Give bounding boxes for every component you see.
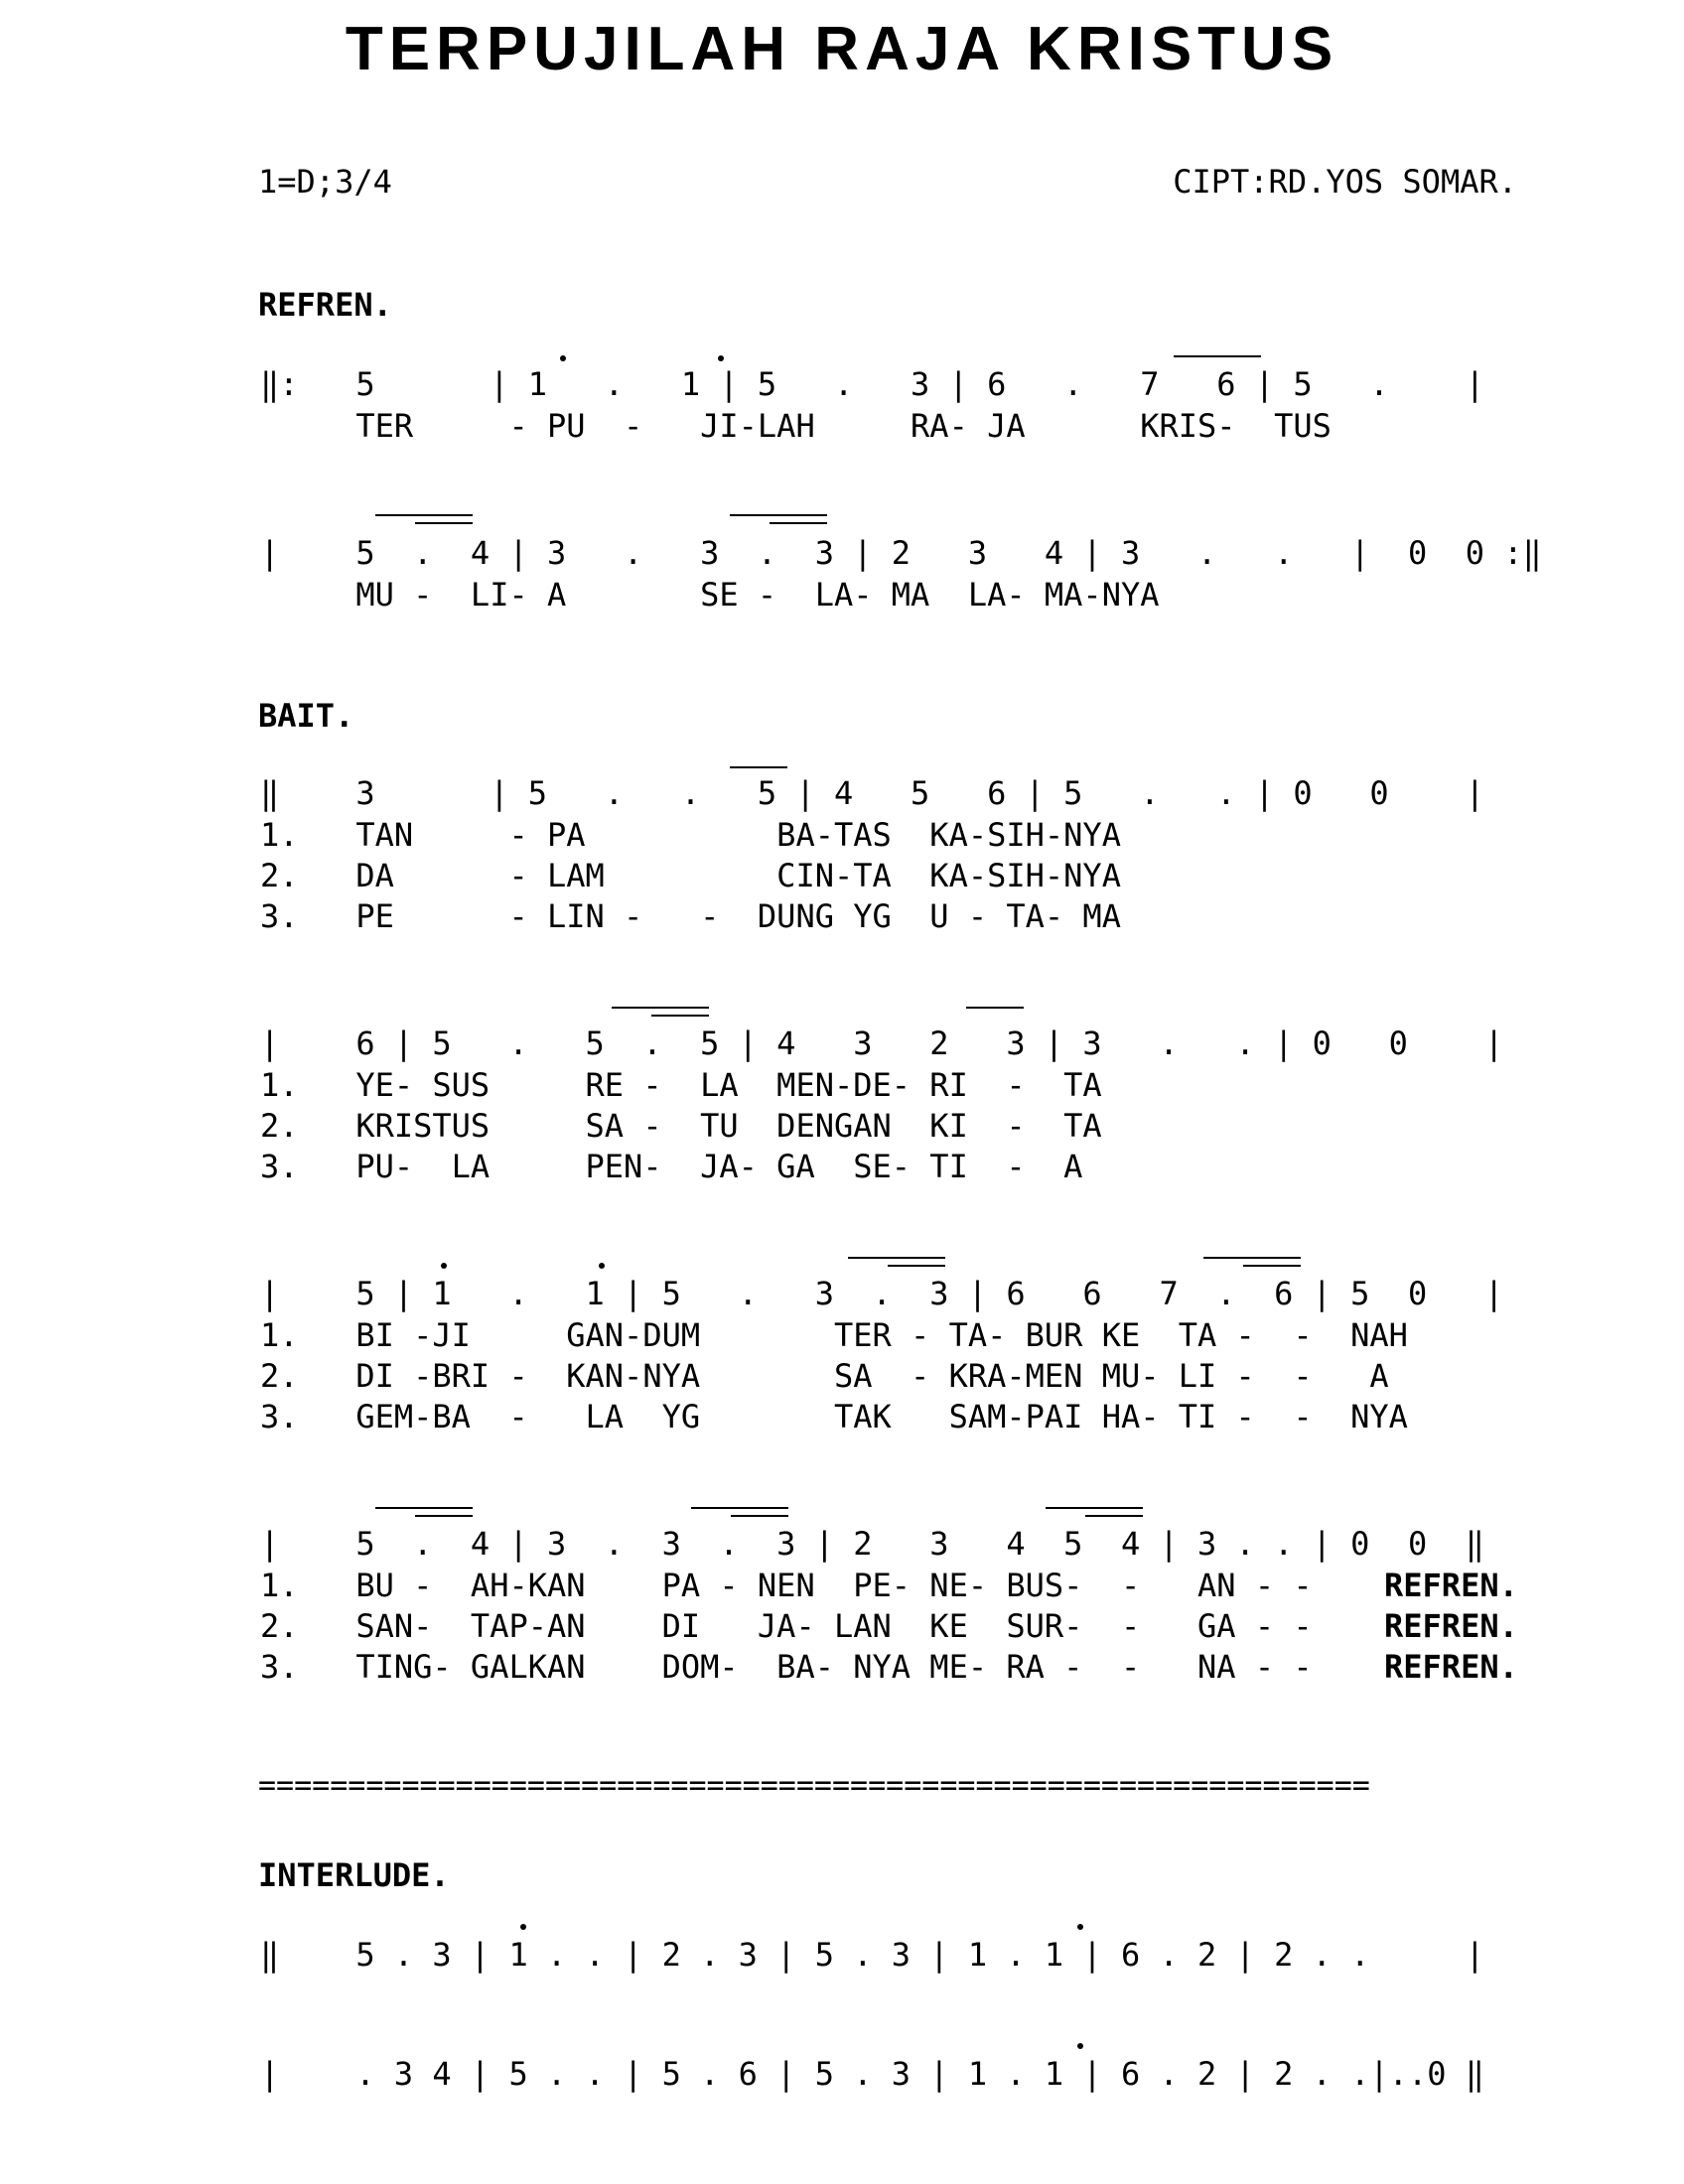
bait-verse1-line3: 1. BI -JI GAN-DUM TER - TA- BUR KE TA - - NAH xyxy=(260,1316,1408,1354)
interlude-line-1: ‖ 5 . 3 | 1 . . | 2 . 3 | 5 . 3 | 1 . 1 | 6 . 2 | 2 . . | xyxy=(260,1936,1484,1974)
bait-verse2-line1: 2. DA - LAM CIN-TA KA-SIH-NYA xyxy=(260,857,1121,894)
bait-verse1-line2: 1. YE- SUS RE - LA MEN-DE- RI - TA xyxy=(260,1066,1102,1104)
bait-verse1-line1: 1. TAN - PA BA-TAS KA-SIH-NYA xyxy=(260,816,1121,854)
refren-lyrics-1: TER - PU - JI-LAH RA- JA KRIS- TUS xyxy=(260,407,1332,445)
refren-tag: REFREN. xyxy=(1384,1648,1518,1686)
bait-notes-4: | 5 . 4 | 3 . 3 . 3 | 2 3 4 5 4 | 3 . . | 0 0 ‖ xyxy=(260,1525,1484,1563)
bait-verse3-line3: 3. GEM-BA - LA YG TAK SAM-PAI HA- TI - - NYA xyxy=(260,1398,1408,1435)
separator-line: ============================================================== xyxy=(258,1768,1370,1803)
bait-verse1-line4: 1. BU - AH-KAN PA - NEN PE- NE- BUS- - AN - - xyxy=(260,1567,1332,1604)
song-title: TERPUJILAH RAJA KRISTUS xyxy=(345,15,1339,83)
beam-mark xyxy=(612,1007,709,1009)
beam-mark xyxy=(731,1515,788,1517)
refren-notes-2: | 5 . 4 | 3 . 3 . 3 | 2 3 4 | 3 . . | 0 0 :‖ xyxy=(260,534,1542,572)
beam-mark xyxy=(770,522,827,524)
slur-mark xyxy=(966,1007,1024,1009)
refren-tag: REFREN. xyxy=(1384,1607,1518,1645)
bait-verse3-line4: 3. TING- GALKAN DOM- BA- NYA ME- RA - - NA - - xyxy=(260,1648,1332,1686)
bait-heading: BAIT. xyxy=(258,697,354,735)
octave-dot xyxy=(599,1263,605,1269)
beam-mark xyxy=(888,1265,945,1267)
interlude-heading: INTERLUDE. xyxy=(258,1856,450,1894)
beam-mark xyxy=(1243,1265,1301,1267)
octave-dot xyxy=(520,1924,526,1930)
octave-dot xyxy=(718,355,724,361)
bait-verse2-line3: 2. DI -BRI - KAN-NYA SA - KRA-MEN MU- LI - - A xyxy=(260,1357,1389,1395)
beam-mark xyxy=(375,514,473,516)
beam-mark xyxy=(415,1515,473,1517)
bait-notes-2: | 6 | 5 . 5 . 5 | 4 3 2 3 | 3 . . | 0 0 | xyxy=(260,1024,1504,1062)
refren-notes-1: ‖: 5 | 1 . 1 | 5 . 3 | 6 . 7 6 | 5 . | xyxy=(260,365,1484,403)
composer-credit: CIPT:RD.YOS SOMAR. xyxy=(1173,163,1517,201)
octave-dot xyxy=(1077,1924,1083,1930)
slur-mark xyxy=(730,766,787,768)
key-signature: 1=D;3/4 xyxy=(258,163,392,201)
beam-mark xyxy=(730,514,827,516)
beam-mark xyxy=(375,1507,473,1509)
beam-mark xyxy=(1085,1515,1143,1517)
beam-mark xyxy=(651,1015,709,1017)
beam-mark xyxy=(691,1507,788,1509)
bait-verse3-line2: 3. PU- LA PEN- JA- GA SE- TI - A xyxy=(260,1148,1083,1185)
beam-mark xyxy=(848,1257,945,1259)
octave-dot xyxy=(1077,2043,1083,2049)
bait-notes-3: | 5 | 1 . 1 | 5 . 3 . 3 | 6 6 7 . 6 | 5 0 | xyxy=(260,1275,1504,1312)
refren-heading: REFREN. xyxy=(258,286,392,324)
bait-verse3-line1: 3. PE - LIN - - DUNG YG U - TA- MA xyxy=(260,897,1121,935)
bait-verse2-line2: 2. KRISTUS SA - TU DENGAN KI - TA xyxy=(260,1107,1102,1145)
bait-verse2-line4: 2. SAN- TAP-AN DI JA- LAN KE SUR- - GA - - xyxy=(260,1607,1332,1645)
beam-mark xyxy=(1046,1507,1143,1509)
octave-dot xyxy=(441,1263,447,1269)
refren-tag: REFREN. xyxy=(1384,1567,1518,1604)
slur-mark xyxy=(1174,355,1261,357)
octave-dot xyxy=(560,355,566,361)
bait-notes-1: ‖ 3 | 5 . . 5 | 4 5 6 | 5 . . | 0 0 | xyxy=(260,774,1484,812)
refren-lyrics-2: MU - LI- A SE - LA- MA LA- MA-NYA xyxy=(260,576,1160,614)
interlude-line-2: | . 3 4 | 5 . . | 5 . 6 | 5 . 3 | 1 . 1 | 6 . 2 | 2 . .|..0 ‖ xyxy=(260,2055,1484,2093)
beam-mark xyxy=(1203,1257,1301,1259)
beam-mark xyxy=(415,522,473,524)
